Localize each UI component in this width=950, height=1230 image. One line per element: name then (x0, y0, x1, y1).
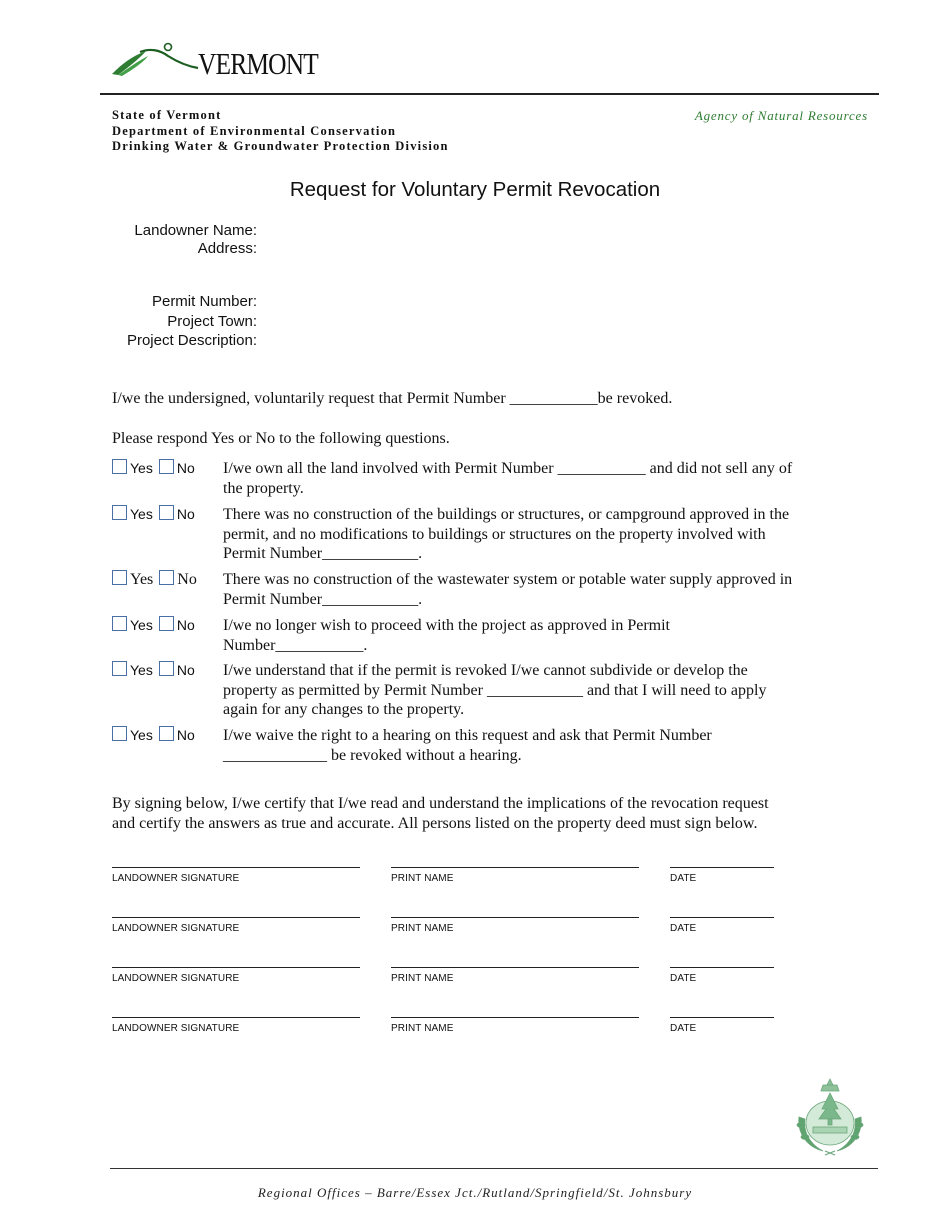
page-title: Request for Voluntary Permit Revocation (289, 178, 661, 201)
no-checkbox[interactable] (159, 505, 174, 520)
department-name: Department of Environmental Conservation (112, 123, 397, 138)
logo-wordmark: VERMONT (198, 46, 318, 81)
yes-checkbox[interactable] (112, 616, 127, 631)
signature-label: LANDOWNER SIGNATURE (112, 923, 240, 934)
yes-no-options (112, 616, 224, 633)
yes-checkbox[interactable] (112, 661, 127, 676)
date-line[interactable] (670, 967, 774, 968)
agency-address-block (112, 108, 449, 155)
yes-no-options (112, 661, 224, 678)
vermont-logo (110, 42, 325, 82)
date-label: DATE (670, 923, 697, 934)
yes-checkbox[interactable] (112, 459, 127, 474)
yes-label: Yes (130, 571, 154, 588)
yes-label: Yes (130, 662, 153, 678)
print-name-line[interactable] (391, 917, 639, 918)
project-description-label: Project Description: (126, 332, 257, 349)
question-text: I/we understand that if the permit is revoked I/we cannot subdivide or develop the property as permitted by Permit Number ____________ and that I will need to apply again for any changes to the property. (223, 662, 767, 718)
print-name-label: PRINT NAME (391, 923, 454, 934)
signature-row (112, 1017, 782, 1041)
no-label: No (176, 727, 195, 743)
date-line[interactable] (670, 867, 774, 868)
signature-line[interactable] (112, 867, 360, 868)
no-label: No (176, 506, 195, 522)
no-label: No (176, 662, 195, 678)
date-label: DATE (670, 1023, 697, 1034)
yes-checkbox[interactable] (112, 505, 127, 520)
signature-line[interactable] (112, 917, 360, 918)
footer-rule (110, 1168, 878, 1169)
date-label: DATE (670, 973, 697, 984)
request-statement: I/we the undersigned, voluntarily request that Permit Number ___________be revoked. (112, 390, 673, 407)
yes-label: Yes (130, 460, 153, 476)
signature-label: LANDOWNER SIGNATURE (112, 1023, 240, 1034)
yes-label: Yes (130, 506, 153, 522)
mountain-swoosh-icon (110, 42, 205, 82)
print-name-label: PRINT NAME (391, 873, 454, 884)
yes-checkbox[interactable] (112, 726, 127, 741)
landowner-name-label: Landowner Name: (134, 222, 257, 239)
certification-statement: By signing below, I/we certify that I/we read and understand the implications of the revocation request and certify the answers as true and accurate. All persons listed on the property deed must sign below. (112, 795, 769, 832)
print-name-line[interactable] (391, 1017, 639, 1018)
state-name: State of Vermont (112, 108, 222, 122)
question-text: There was no construction of the buildings or structures, or campground approved in the permit, and no modifications to buildings or structures on the property involved with Permit Number____________. (223, 506, 790, 562)
no-label: No (177, 571, 197, 588)
yes-label: Yes (130, 727, 153, 743)
yes-label: Yes (130, 617, 153, 633)
signature-row (112, 867, 782, 891)
signature-label: LANDOWNER SIGNATURE (112, 973, 240, 984)
division-name: Drinking Water & Groundwater Protection Division (112, 139, 449, 153)
state-seal-icon (793, 1075, 867, 1157)
instructions: Please respond Yes or No to the following questions. (112, 430, 450, 447)
date-line[interactable] (670, 917, 774, 918)
footer-regional-offices: Regional Offices – Barre/Essex Jct./Rutland/Springfield/St. Johnsbury (257, 1185, 693, 1200)
no-label: No (176, 460, 195, 476)
signature-line[interactable] (112, 967, 360, 968)
signature-line[interactable] (112, 1017, 360, 1018)
question-text: I/we no longer wish to proceed with the project as approved in Permit Number___________. (223, 617, 670, 654)
print-name-label: PRINT NAME (391, 1023, 454, 1034)
signature-row (112, 967, 782, 991)
question-text: I/we waive the right to a hearing on this request and ask that Permit Number _____________ be revoked without a hearing. (223, 727, 712, 764)
yes-no-options (112, 570, 224, 589)
no-checkbox[interactable] (159, 726, 174, 741)
no-checkbox[interactable] (159, 661, 174, 676)
question-text: There was no construction of the wastewater system or potable water supply approved in Permit Number____________. (223, 571, 793, 608)
no-checkbox[interactable] (159, 616, 174, 631)
signature-row (112, 917, 782, 941)
yes-checkbox[interactable] (112, 570, 127, 585)
print-name-line[interactable] (391, 867, 639, 868)
yes-no-options (112, 505, 224, 522)
header-rule (100, 93, 879, 95)
no-label: No (176, 617, 195, 633)
date-line[interactable] (670, 1017, 774, 1018)
yes-no-options (112, 726, 224, 743)
yes-no-options (112, 459, 224, 476)
project-town-label: Project Town: (167, 313, 257, 330)
print-name-label: PRINT NAME (391, 973, 454, 984)
agency-name: Agency of Natural Resources (694, 108, 868, 123)
no-checkbox[interactable] (159, 570, 174, 585)
date-label: DATE (670, 873, 697, 884)
permit-number-label: Permit Number: (151, 293, 257, 310)
address-label: Address: (197, 240, 257, 257)
signature-label: LANDOWNER SIGNATURE (112, 873, 240, 884)
question-text: I/we own all the land involved with Permit Number ___________ and did not sell any of the property. (223, 460, 793, 497)
no-checkbox[interactable] (159, 459, 174, 474)
print-name-line[interactable] (391, 967, 639, 968)
